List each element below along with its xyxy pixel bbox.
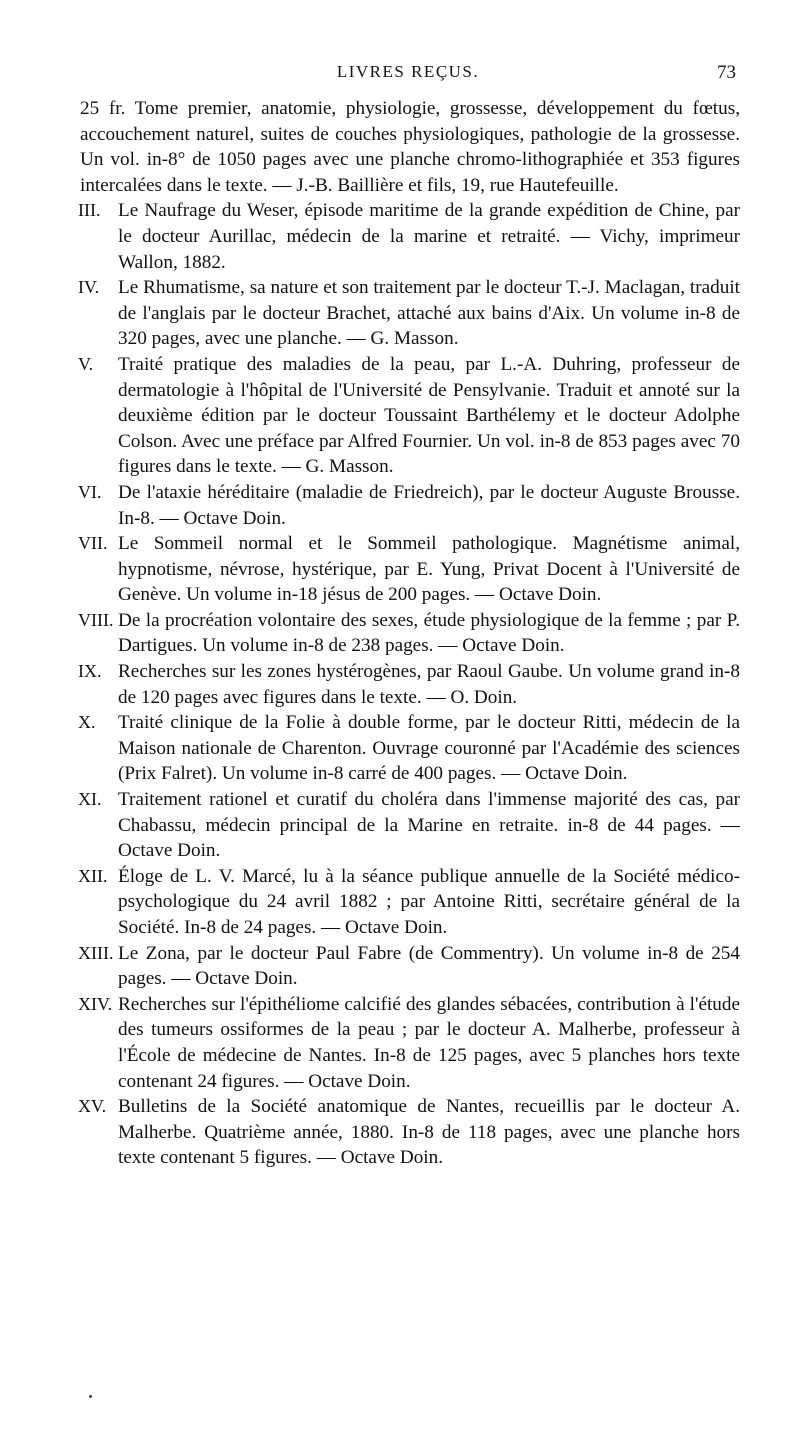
list-entry (80, 352, 740, 480)
entry-text: Le Sommeil normal et le Sommeil pathologique. Magnétisme animal, hypnotisme, névrose, hystérique, par E. Yung, Privat Docent à l'Université de Genève. Un volume in-18 jésus de 200 pages. — Octave Doin. (118, 533, 740, 606)
book-list (80, 96, 740, 1171)
entry-text: Le Zona, par le docteur Paul Fabre (de Commentry). Un volume in-8 de 254 pages. — Octave Doin. (118, 942, 740, 990)
entry-text: Le Naufrage du Weser, épisode maritime de la grande expédition de Chine, par le docteur Aurillac, médecin de la marine et retraité. — Vichy, imprimeur Wallon, 1882. (118, 200, 740, 273)
entry-text: Bulletins de la Société anatomique de Nantes, recueillis par le docteur A. Malherbe. Quatrième année, 1880. In-8 de 118 pages, avec une planche hors texte contenant 5 figures. — Octave Doin. (118, 1096, 740, 1169)
entry-text: Traitement rationel et curatif du choléra dans l'immense majorité des cas, par Chabassu, médecin principal de la Marine en retraite. in-8 de 44 pages. — Octave Doin. (118, 789, 740, 862)
entry-text: Traité clinique de la Folie à double forme, par le docteur Ritti, médecin de la Maison nationale de Charenton. Ouvrage couronné par l'Académie des sciences (Prix Falret). Un volume in-8 carré de 400 pages. — Octave Doin. (118, 712, 740, 785)
list-entry (80, 787, 740, 864)
entry-number: XV. (78, 1096, 107, 1117)
running-header (80, 62, 736, 88)
list-entry (80, 1094, 740, 1171)
list-entry-continuation (80, 96, 740, 198)
list-entry (80, 608, 740, 659)
entry-number: X. (78, 712, 96, 733)
list-entry (80, 864, 740, 941)
running-title: LIVRES REÇUS. (336, 62, 480, 81)
list-entry (80, 710, 740, 787)
list-entry (80, 941, 740, 992)
list-entry (80, 531, 740, 608)
page-number: 73 (717, 62, 736, 83)
entry-number: XIV. (78, 993, 113, 1014)
entry-text: Recherches sur les zones hystérogènes, par Raoul Gaube. Un volume grand in-8 de 120 pages avec figures dans le texte. — O. Doin. (118, 661, 740, 708)
entry-number: III. (78, 200, 101, 221)
entry-number: XIII. (78, 942, 114, 963)
entry-number: VIII. (78, 609, 114, 630)
entry-number: VII. (78, 533, 108, 554)
entry-text: Le Rhumatisme, sa nature et son traitement par le docteur T.-J. Maclagan, traduit de l'anglais par le docteur Brachet, attaché aux bains d'Aix. Un volume in-8 de 320 pages, avec une planche. — G. Masson. (118, 277, 740, 350)
entry-text: Traité pratique des maladies de la peau, par L.-A. Duhring, professeur de dermatologie à l'hôpital de l'Université de Pensylvanie. Traduit et annoté sur la deuxième édition par le docteur Toussaint Barthélemy et le docteur Adolphe Colson. Avec une préface par Alfred Fournier. Un vol. in-8 de 853 pages avec 70 figures dans le texte. — G. Masson. (118, 353, 740, 478)
entry-number: XI. (78, 789, 102, 810)
entry-number: V. (78, 353, 94, 374)
list-entry (80, 480, 740, 531)
entry-text: De la procréation volontaire des sexes, étude physiologique de la femme ; par P. Dartigues. Un volume in-8 de 238 pages. — Octave Doin. (118, 609, 740, 657)
ink-speck (89, 1395, 92, 1398)
entry-number: XII. (78, 865, 108, 886)
entry-text: Éloge de L. V. Marcé, lu à la séance publique annuelle de la Société médico-psychologique du 24 avril 1882 ; par Antoine Ritti, secrétaire général de la Société. In-8 de 24 pages. — Octave Doin. (118, 865, 740, 938)
list-entry (80, 198, 740, 275)
list-entry (80, 992, 740, 1094)
list-entry (80, 659, 740, 710)
entry-number: IV. (78, 277, 100, 298)
entry-text: Recherches sur l'épithéliome calcifié des glandes sébacées, contribution à l'étude des tumeurs ossiformes de la peau ; par le docteur A. Malherbe, professeur à l'École de médecine de Nantes. In-8 de 125 pages, avec 5 planches hors texte contenant 24 figures. — Octave Doin. (118, 993, 740, 1092)
entry-number: VI. (78, 481, 102, 502)
entry-number: IX. (78, 661, 102, 682)
entry-text: 25 fr. Tome premier, anatomie, physiologie, grossesse, développement du fœtus, accouchement naturel, suites de couches physiologiques, pathologie de la grossesse. Un vol. in-8° de 1050 pages avec une planche chromo-lithographiée et 353 figures intercalées dans le texte. — J.-B. Baillière et fils, 19, rue Hautefeuille. (80, 98, 740, 196)
list-entry (80, 275, 740, 352)
entry-text: De l'ataxie héréditaire (maladie de Friedreich), par le docteur Auguste Brousse. In-8. — Octave Doin. (118, 481, 740, 529)
